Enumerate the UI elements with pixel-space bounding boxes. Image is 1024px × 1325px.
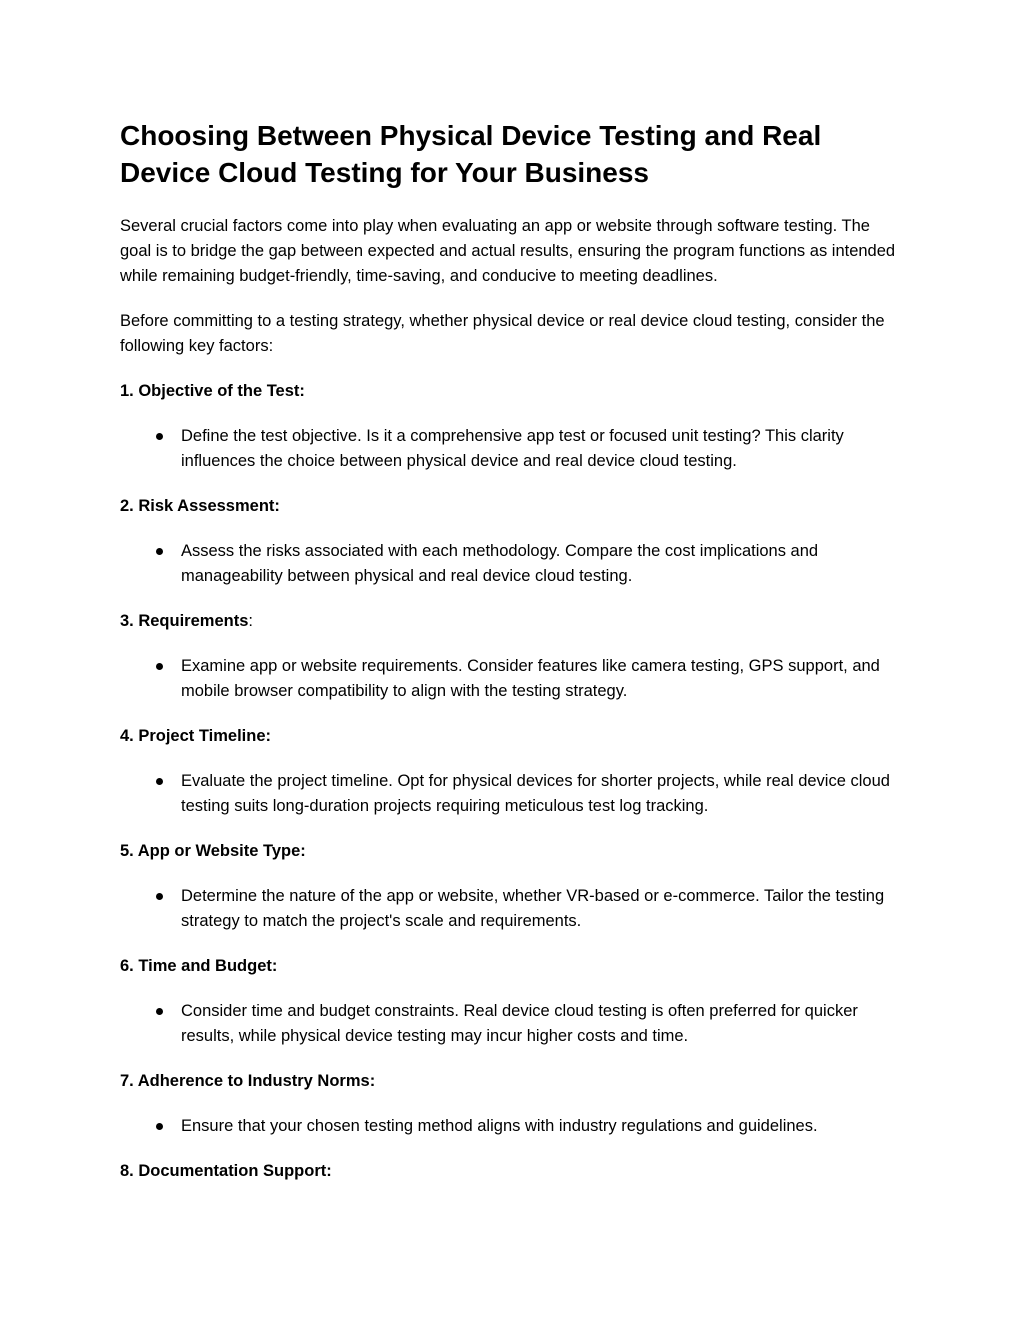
bullet-list [120, 1114, 904, 1139]
section-heading-3 [120, 609, 904, 634]
page-title: Choosing Between Physical Device Testing and Real Device Cloud Testing for Your Business [120, 120, 822, 188]
section-heading-bold: 5. App or Website Type: [120, 842, 306, 860]
list-item: Assess the risks associated with each methodology. Compare the cost implications and manageability between physical and real device cloud testing. [181, 539, 904, 589]
section-heading-8 [120, 1159, 904, 1184]
section-heading-bold: 8. Documentation Support: [120, 1162, 332, 1180]
list-item: Examine app or website requirements. Consider features like camera testing, GPS support, and mobile browser compatibility to align with the testing strategy. [181, 654, 904, 704]
bullet-list [120, 654, 904, 704]
bullet-list [120, 539, 904, 589]
list-item: Ensure that your chosen testing method aligns with industry regulations and guidelines. [181, 1114, 904, 1139]
section-heading-2 [120, 494, 904, 519]
bullet-list [120, 884, 904, 934]
section-heading-1 [120, 379, 904, 404]
section-heading-bold: 7. Adherence to Industry Norms: [120, 1072, 376, 1090]
intro-paragraph: Several crucial factors come into play when evaluating an app or website through software testing. The goal is to bridge the gap between expected and actual results, ensuring the program functions as intended while remaining budget-friendly, time-saving, and conducive to meeting deadlines. [120, 217, 896, 285]
section-heading-4 [120, 724, 904, 749]
section-heading-bold: 6. Time and Budget: [120, 957, 278, 975]
bullet-list [120, 999, 904, 1049]
list-item: Determine the nature of the app or website, whether VR-based or e-commerce. Tailor the testing strategy to match the project's scale and requirements. [181, 884, 904, 934]
section-heading-7 [120, 1069, 904, 1094]
intro-paragraph: Before committing to a testing strategy, whether physical device or real device cloud testing, consider the following key factors: [120, 312, 885, 355]
section-heading-bold: 1. Objective of the Test: [120, 382, 305, 400]
bullet-list [120, 769, 904, 819]
list-item: Define the test objective. Is it a comprehensive app test or focused unit testing? This clarity influences the choice between physical device and real device cloud testing. [181, 424, 904, 474]
section-heading-6 [120, 954, 904, 979]
section-heading-rest: : [248, 612, 253, 630]
section-heading-5 [120, 839, 904, 864]
list-item: Consider time and budget constraints. Real device cloud testing is often preferred for quicker results, while physical device testing may incur higher costs and time. [181, 999, 904, 1049]
section-heading-bold: 3. Requirements [120, 612, 249, 630]
section-heading-bold: 4. Project Timeline: [120, 727, 271, 745]
list-item: Evaluate the project timeline. Opt for physical devices for shorter projects, while real device cloud testing suits long-duration projects requiring meticulous test log tracking. [181, 769, 904, 819]
bullet-list [120, 424, 904, 474]
section-heading-bold: 2. Risk Assessment: [120, 497, 280, 515]
